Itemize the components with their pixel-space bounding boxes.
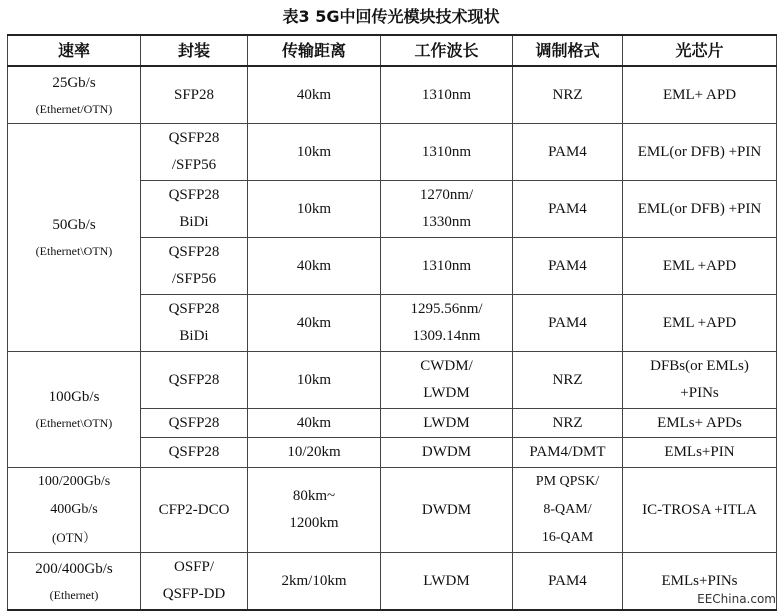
wavelength-text: 1270nm/ [419, 187, 474, 203]
wavelength-cell [381, 553, 513, 611]
distance-cell [248, 295, 381, 352]
chip-cell [623, 409, 777, 438]
distance-text: 10km [296, 143, 332, 160]
wavelength-text: 1310nm [421, 86, 472, 103]
wavelength-cell [381, 409, 513, 438]
rate-value: 50Gb/s [52, 217, 96, 233]
package-text: CFP2-DCO [158, 501, 230, 518]
wavelength-text: CWDM/ [420, 358, 473, 374]
chip-cell [623, 468, 777, 553]
package-cell [141, 352, 248, 409]
wavelength-text: 1310nm [421, 143, 472, 160]
rate-cell [8, 66, 141, 124]
rate-cell [8, 124, 141, 352]
rate-value: 25Gb/s [52, 74, 96, 91]
package-cell [141, 468, 248, 553]
chip-cell [623, 352, 777, 409]
wavelength-cell [381, 468, 513, 553]
modulation-text: PM QPSK/ [535, 474, 600, 489]
wavelength-text: LWDM [423, 414, 470, 431]
chip-text: IC-TROSA +ITLA [642, 501, 757, 518]
rate-protocol: (Ethernet) [49, 587, 99, 602]
distance-text: 10/20km [287, 444, 341, 460]
wavelength-cell [381, 66, 513, 124]
rate-value: 200/400Gb/s [35, 560, 113, 577]
distance-text: 80km~ [292, 488, 336, 504]
package-text: BiDi [179, 214, 209, 230]
distance-text: 10km [296, 200, 332, 217]
package-cell [141, 553, 248, 611]
distance-text: 40km [296, 414, 332, 431]
modulation-cell [513, 468, 623, 553]
modulation-cell [513, 66, 623, 124]
chip-text: DFBs(or EMLs) [650, 358, 749, 374]
package-cell [141, 295, 248, 352]
rate-protocol: (OTN） [51, 530, 97, 545]
rate-protocol: (Ethernet\OTN) [35, 244, 113, 258]
modulation-text: 8-QAM/ [543, 502, 592, 517]
wavelength-text: LWDM [423, 572, 470, 589]
chip-cell [623, 438, 777, 468]
wavelength-cell [381, 438, 513, 468]
distance-cell [248, 468, 381, 553]
package-cell [141, 66, 248, 124]
header-wavelength: 工作波长 [381, 35, 513, 66]
package-text: /SFP56 [171, 271, 217, 287]
wavelength-cell [381, 238, 513, 295]
modulation-cell [513, 181, 623, 238]
package-text: QSFP28 [168, 244, 220, 260]
package-cell [141, 181, 248, 238]
table-row [8, 352, 777, 409]
distance-text: 40km [296, 257, 332, 274]
distance-cell [248, 409, 381, 438]
package-text: OSFP/ [173, 559, 215, 575]
header-package: 封装 [141, 35, 248, 66]
chip-cell [623, 181, 777, 238]
rate-protocol: (Ethernet/OTN) [35, 101, 113, 116]
rate-value: 100Gb/s [48, 389, 100, 405]
rate-protocol: (Ethernet\OTN) [35, 416, 113, 430]
modulation-text: 16-QAM [541, 530, 594, 545]
chip-text: EMLs+PIN [664, 444, 735, 460]
table-row [8, 124, 777, 181]
header-chip: 光芯片 [623, 35, 777, 66]
rate-cell [8, 553, 141, 611]
rate-cell [8, 468, 141, 553]
modulation-text: PAM4 [548, 572, 587, 589]
modulation-text: PAM4 [548, 200, 587, 217]
package-cell [141, 409, 248, 438]
package-text: QSFP28 [168, 301, 220, 317]
modulation-text: PAM4 [548, 314, 587, 331]
distance-cell [248, 352, 381, 409]
wavelength-text: 1309.14nm [412, 328, 481, 344]
table-row [8, 553, 777, 611]
package-text: QSFP-DD [162, 586, 226, 602]
distance-cell [248, 438, 381, 468]
package-text: QSFP28 [168, 414, 220, 431]
header-rate: 速率 [8, 35, 141, 66]
package-cell [141, 438, 248, 468]
wavelength-cell [381, 181, 513, 238]
wavelength-text: DWDM [421, 444, 472, 460]
modulation-text: PAM4 [548, 257, 587, 274]
package-text: BiDi [179, 328, 209, 344]
header-distance: 传输距离 [248, 35, 381, 66]
package-cell [141, 124, 248, 181]
modulation-cell [513, 438, 623, 468]
table-row [8, 468, 777, 553]
distance-text: 40km [296, 314, 332, 331]
wavelength-text: DWDM [421, 501, 472, 518]
modulation-text: NRZ [552, 414, 583, 431]
package-text: SFP28 [173, 86, 215, 103]
header-modulation: 调制格式 [513, 35, 623, 66]
package-text: /SFP56 [171, 157, 217, 173]
rate-value: 100/200Gb/s [37, 474, 111, 489]
chip-cell [623, 238, 777, 295]
chip-cell [623, 124, 777, 181]
chip-text: +PINs [680, 385, 719, 401]
rate-cell [8, 352, 141, 468]
package-text: QSFP28 [168, 371, 220, 388]
package-text: QSFP28 [168, 187, 220, 203]
distance-text: 2km/10km [281, 572, 347, 589]
modulation-text: PAM4 [548, 143, 587, 160]
chip-text: EML+ APD [662, 86, 737, 103]
distance-text: 1200km [289, 515, 339, 531]
distance-cell [248, 553, 381, 611]
chip-text: EML +APD [662, 257, 737, 274]
rate-value: 400Gb/s [50, 502, 98, 517]
header-row [8, 35, 777, 66]
modulation-cell [513, 124, 623, 181]
modulation-cell [513, 352, 623, 409]
wavelength-text: LWDM [423, 385, 470, 401]
table-caption: 表3 5G中回传光模块技术现状 [282, 7, 500, 26]
wavelength-cell [381, 124, 513, 181]
distance-text: 10km [296, 371, 332, 388]
package-text: QSFP28 [168, 444, 220, 460]
package-text: QSFP28 [168, 130, 220, 146]
chip-text: EML +APD [662, 314, 737, 331]
distance-cell [248, 66, 381, 124]
chip-cell [623, 295, 777, 352]
chip-text: EML(or DFB) +PIN [637, 143, 762, 160]
modulation-cell [513, 409, 623, 438]
wavelength-cell [381, 352, 513, 409]
modulation-cell [513, 553, 623, 611]
distance-text: 40km [296, 86, 332, 103]
modulation-cell [513, 238, 623, 295]
modulation-text: NRZ [552, 86, 583, 103]
modulation-cell [513, 295, 623, 352]
optical-module-table [7, 34, 777, 611]
distance-cell [248, 124, 381, 181]
modulation-text: PAM4/DMT [529, 444, 606, 460]
package-cell [141, 238, 248, 295]
chip-cell [623, 66, 777, 124]
chip-text: EML(or DFB) +PIN [637, 200, 762, 217]
wavelength-text: 1310nm [421, 257, 472, 274]
distance-cell [248, 238, 381, 295]
distance-cell [248, 181, 381, 238]
chip-text: EMLs+ APDs [657, 414, 742, 431]
chip-text: EMLs+PINs [661, 572, 738, 589]
wavelength-text: 1295.56nm/ [410, 301, 483, 317]
table-row [8, 66, 777, 124]
wavelength-text: 1330nm [421, 214, 472, 230]
modulation-text: NRZ [552, 371, 583, 388]
wavelength-cell [381, 295, 513, 352]
watermark: EEChina.com [697, 592, 776, 606]
